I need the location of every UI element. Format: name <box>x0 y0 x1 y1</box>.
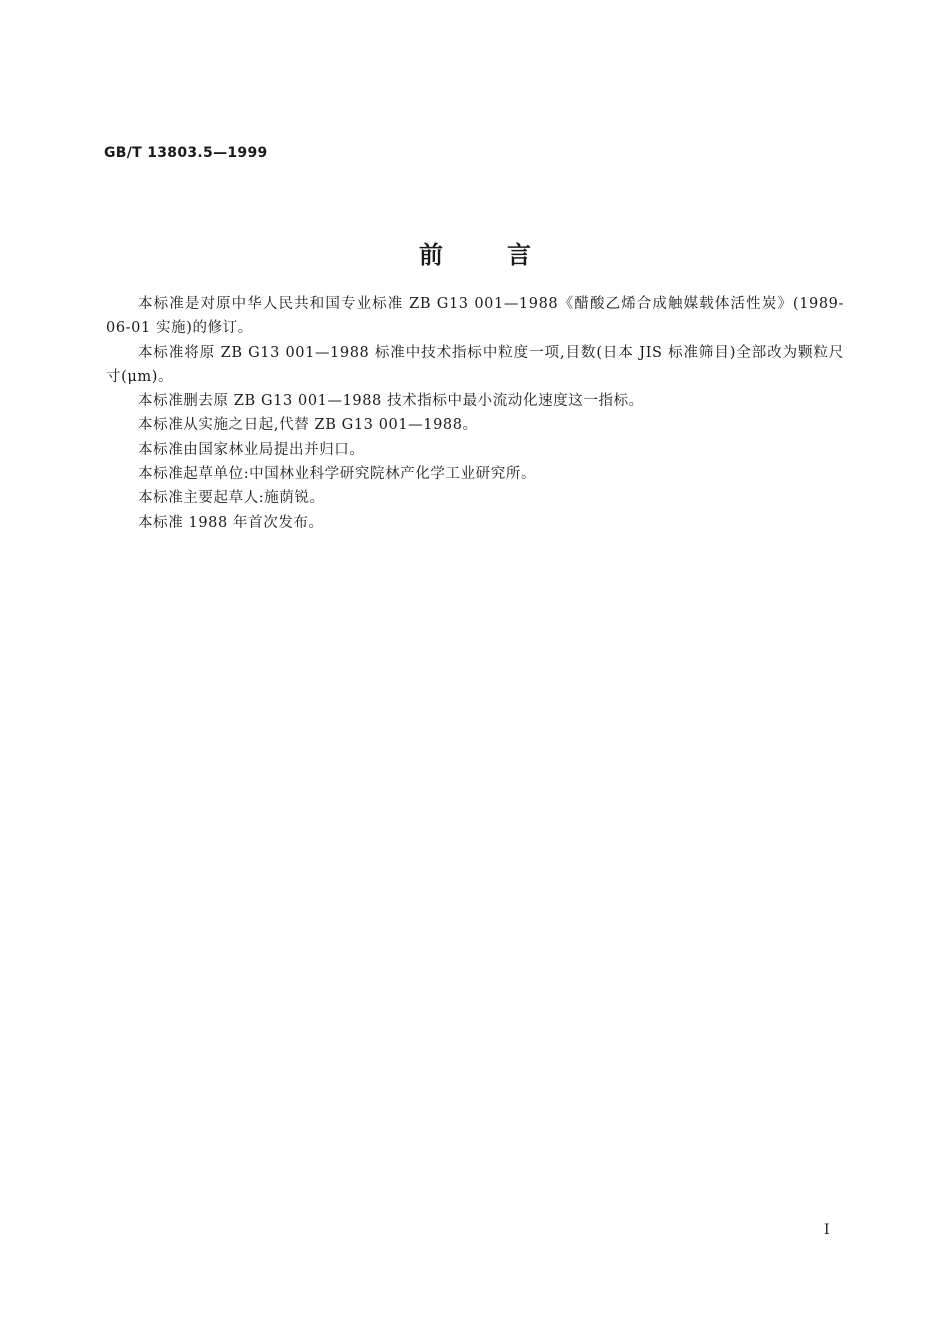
paragraph-deleted-index: 本标准删去原 ZB G13 001—1988 技术指标中最小流动化速度这一指标。 <box>138 393 644 410</box>
foreword-body <box>106 292 844 535</box>
paragraph-replaces: 本标准从实施之日起,代替 ZB G13 001—1988。 <box>138 417 478 434</box>
standard-code: GB/T 13803.5—1999 <box>104 145 268 161</box>
page-number: I <box>824 1222 830 1238</box>
paragraph-drafter: 本标准主要起草人:施荫锐。 <box>138 490 325 507</box>
page-title <box>0 238 950 272</box>
paragraph-first-issue: 本标准 1988 年首次发布。 <box>138 514 324 531</box>
title-char-2: 言 <box>507 241 531 269</box>
paragraph-revision: 本标准是对原中华人民共和国专业标准 ZB G13 001—1988《醋酸乙烯合成触媒载体活性炭》(1989-06-01 实施)的修订。 <box>106 296 844 337</box>
title-char-1: 前 <box>419 241 443 269</box>
paragraph-proposer: 本标准由国家林业局提出并归口。 <box>138 441 365 458</box>
paragraph-drafting-unit: 本标准起草单位:中国林业科学研究院林产化学工业研究所。 <box>138 466 537 483</box>
paragraph-particle-size: 本标准将原 ZB G13 001—1988 标准中技术指标中粒度一项,目数(日本 JIS 标准筛目)全部改为颗粒尺寸(μm)。 <box>106 344 844 385</box>
